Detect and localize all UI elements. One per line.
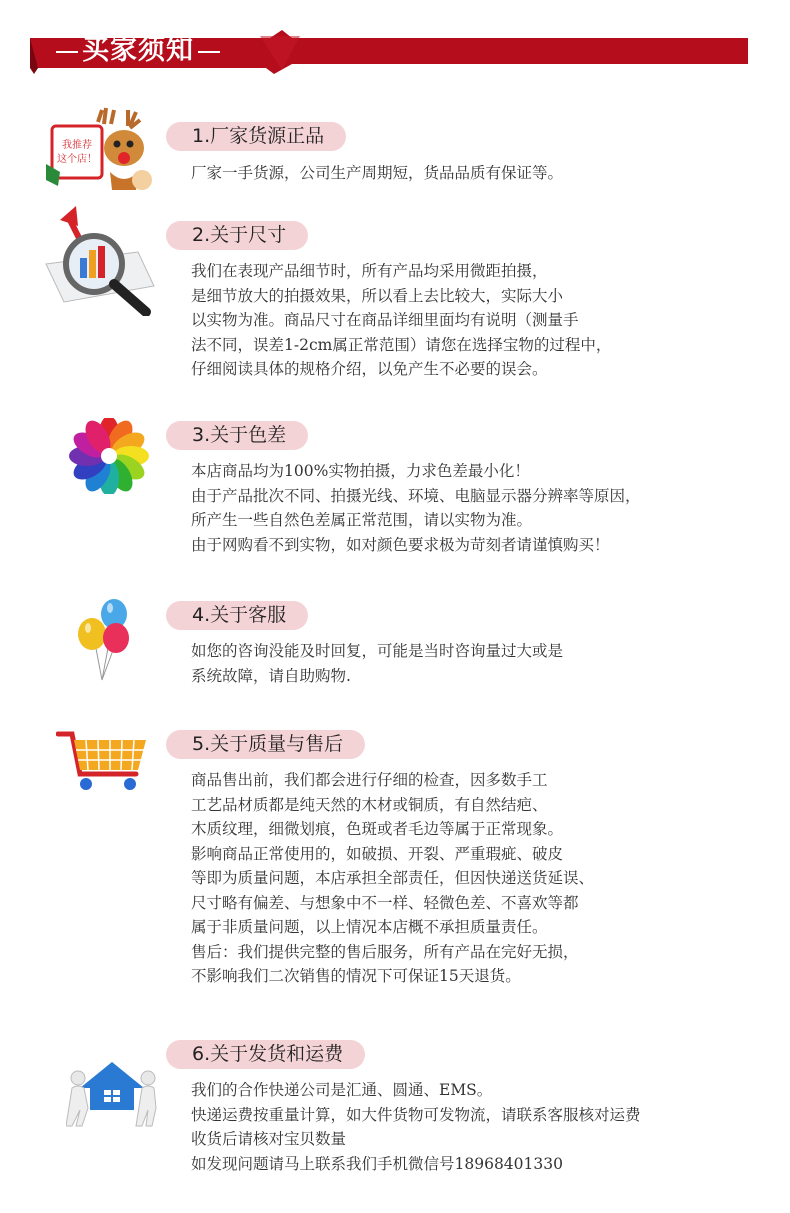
section-heading-6: 6.关于发货和运费 [166,1040,365,1069]
section-5-line: 影响商品正常使用的，如破损、开裂、严重瑕疵、破皮 [191,844,564,863]
section-body-1 [191,161,563,186]
section-body-2 [191,259,611,382]
section-heading-2: 2.关于尺寸 [166,221,308,250]
section-body-6 [191,1078,641,1176]
sign-line-1: 我推荐 [62,140,92,151]
section-4-line: 系统故障，请自助购物. [191,666,351,685]
balloons-icon [74,598,138,682]
section-3-line: 本店商品均为100%实物拍摄，力求色差最小化！ [191,462,530,480]
section-body-4 [191,639,563,688]
section-heading-5: 5.关于质量与售后 [166,730,365,759]
section-5-line: 工艺品材质都是纯天然的木材或铜质，有自然结疤、 [191,795,548,814]
people-carrying-house-icon [66,1060,158,1128]
title-dash-right [198,51,220,53]
section-5-line: 等即为质量问题，本店承担全部责任，但因快递送货延误、 [191,869,595,887]
sign-line-2: 这个店！ [57,154,97,165]
section-2-line: 法不同，误差1-2cm属正常范围）请您在选择宝物的过程中， [191,335,612,354]
section-3-line: 由于网购看不到实物，如对颜色要求极为苛刻者请谨慎购买！ [191,535,610,554]
section-5-line: 不影响我们二次销售的情况下可保证15天退货。 [191,967,521,985]
section-3-line: 所产生一些自然色差属正常范围，请以实物为准。 [191,511,533,529]
title-dash-left [56,51,78,53]
reindeer-sign-icon [44,104,156,196]
section-5-line: 木质纹理，细微划痕，色斑或者毛边等属于正常现象。 [191,820,564,838]
section-6-line: 快递运费按重量计算，如大件货物可发物流，请联系客服核对运费 [191,1105,641,1124]
section-2-line: 以实物为准。商品尺寸在商品详细里面均有说明（测量手 [191,311,579,329]
section-heading-1: 1.厂家货源正品 [166,122,346,151]
section-body-5 [191,768,594,989]
section-body-3 [191,459,641,557]
section-2-line: 仔细阅读具体的规格介绍，以免产生不必要的误会。 [191,360,548,378]
magnifier-chart-icon [38,206,158,316]
section-2-line: 我们在表现产品细节时，所有产品均采用微距拍摄， [191,262,548,280]
section-5-line: 商品售出前，我们都会进行仔细的检查，因多数手工 [191,771,548,789]
section-1-line: 厂家一手货源，公司生产周期短，货品品质有保证等。 [191,164,564,182]
section-6-line: 我们的合作快递公司是汇通、圆通、EMS。 [191,1081,493,1099]
section-5-line: 售后：我们提供完整的售后服务，所有产品在完好无损， [191,942,579,961]
title-text: 买家须知 [82,35,194,66]
section-3-line: 由于产品批次不同、拍摄光线、环境、电脑显示器分辨率等原因， [191,486,641,505]
section-5-line: 属于非质量问题，以上情况本店概不承担质量责任。 [191,918,548,936]
color-wheel-icon [64,418,154,494]
page-title [52,34,224,68]
section-heading-4: 4.关于客服 [166,601,308,630]
section-5-line: 尺寸略有偏差、与想象中不一样、轻微色差、不喜欢等都 [191,893,579,912]
section-2-line: 是细节放大的拍摄效果，所以看上去比较大，实际大小 [191,286,564,305]
section-6-line: 收货后请核对宝贝数量 [191,1130,347,1148]
section-6-line: 如发现问题请马上联系我们手机微信号18968401330 [191,1154,563,1173]
shopping-cart-icon [56,728,150,794]
section-4-line: 如您的咨询没能及时回复，可能是当时咨询量过大或是 [191,642,564,660]
section-heading-3: 3.关于色差 [166,421,308,450]
